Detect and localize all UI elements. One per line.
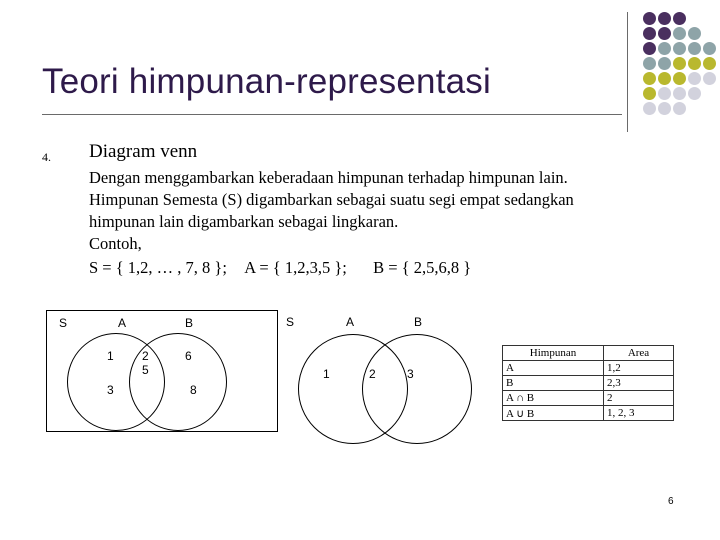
intersection-value: 2 [142,349,149,363]
paragraph-line-4: Contoh, [89,234,142,253]
decor-dot [658,12,671,25]
decor-dot [673,72,686,85]
page-number: 6 [668,496,674,507]
decor-dot [703,57,716,70]
decor-dot [673,12,686,25]
set-a-label: A [346,315,355,329]
region-b-value: 3 [407,367,414,381]
table-cell: 2 [604,391,674,406]
title-divider [42,114,622,115]
set-b-circle [362,334,472,444]
section-heading: Diagram venn [89,141,198,162]
region-b-value: 8 [190,383,197,397]
decor-dot [643,72,656,85]
table-cell: 2,3 [604,376,674,391]
paragraph-line-3: himpunan lain digambarkan sebagai lingkaran. [89,212,399,231]
table-header-row [503,346,674,361]
decor-dot [673,57,686,70]
table-row [503,361,674,376]
set-definitions [89,257,669,279]
decor-dot [658,102,671,115]
region-a-value: 1 [107,349,114,363]
column-header: Area [604,346,674,361]
set-b-label: B [185,316,194,330]
decor-dot [688,57,701,70]
region-a-value: 1 [323,367,330,381]
table-cell: B [503,376,604,391]
set-a-definition: A = { 1,2,3,5 }; [244,258,347,277]
vertical-divider [627,12,628,132]
column-header: Himpunan [503,346,604,361]
intersection-value: 5 [142,363,149,377]
region-ab-value: 2 [369,367,376,381]
decor-dot [643,87,656,100]
decor-dot [688,27,701,40]
decor-dot [643,27,656,40]
paragraph-line-1: Dengan menggambarkan keberadaan himpunan terhadap himpunan lain. [89,168,568,187]
decor-dot [643,12,656,25]
decor-dot [688,87,701,100]
set-b-label: B [414,315,423,329]
decor-dot [673,42,686,55]
decor-dot [673,87,686,100]
decor-dot [703,42,716,55]
decor-dot [643,102,656,115]
table-cell: 1, 2, 3 [604,406,674,421]
decor-dot [688,72,701,85]
set-b-definition: B = { 2,5,6,8 } [373,258,472,277]
decor-dot [658,87,671,100]
universe-label: S [286,315,295,329]
region-b-value: 6 [185,349,192,363]
decor-dot [643,57,656,70]
set-a-label: A [118,316,127,330]
slide-title: Teori himpunan-representasi [42,62,491,101]
list-number: 4. [42,150,51,164]
decorative-dot-grid [640,10,720,130]
region-a-value: 3 [107,383,114,397]
decor-dot [703,72,716,85]
paragraph-line-2: Himpunan Semesta (S) digambarkan sebagai suatu segi empat sedangkan [89,190,574,209]
table-row [503,406,674,421]
table-row [503,391,674,406]
decor-dot [673,102,686,115]
venn-diagram-areas [280,310,480,445]
table-cell: A ∩ B [503,391,604,406]
decor-dot [658,57,671,70]
area-table [502,345,674,421]
decor-dot [643,42,656,55]
decor-dot [658,42,671,55]
table-cell: A [503,361,604,376]
table-cell: 1,2 [604,361,674,376]
set-b-circle [129,333,227,431]
decor-dot [688,42,701,55]
set-s-definition: S = { 1,2, … , 7, 8 }; [89,258,227,277]
venn-diagram-elements [46,310,278,432]
table-row [503,376,674,391]
decor-dot [673,27,686,40]
decor-dot [658,27,671,40]
decor-dot [658,72,671,85]
universe-label: S [59,316,68,330]
table-cell: A ∪ B [503,406,604,421]
